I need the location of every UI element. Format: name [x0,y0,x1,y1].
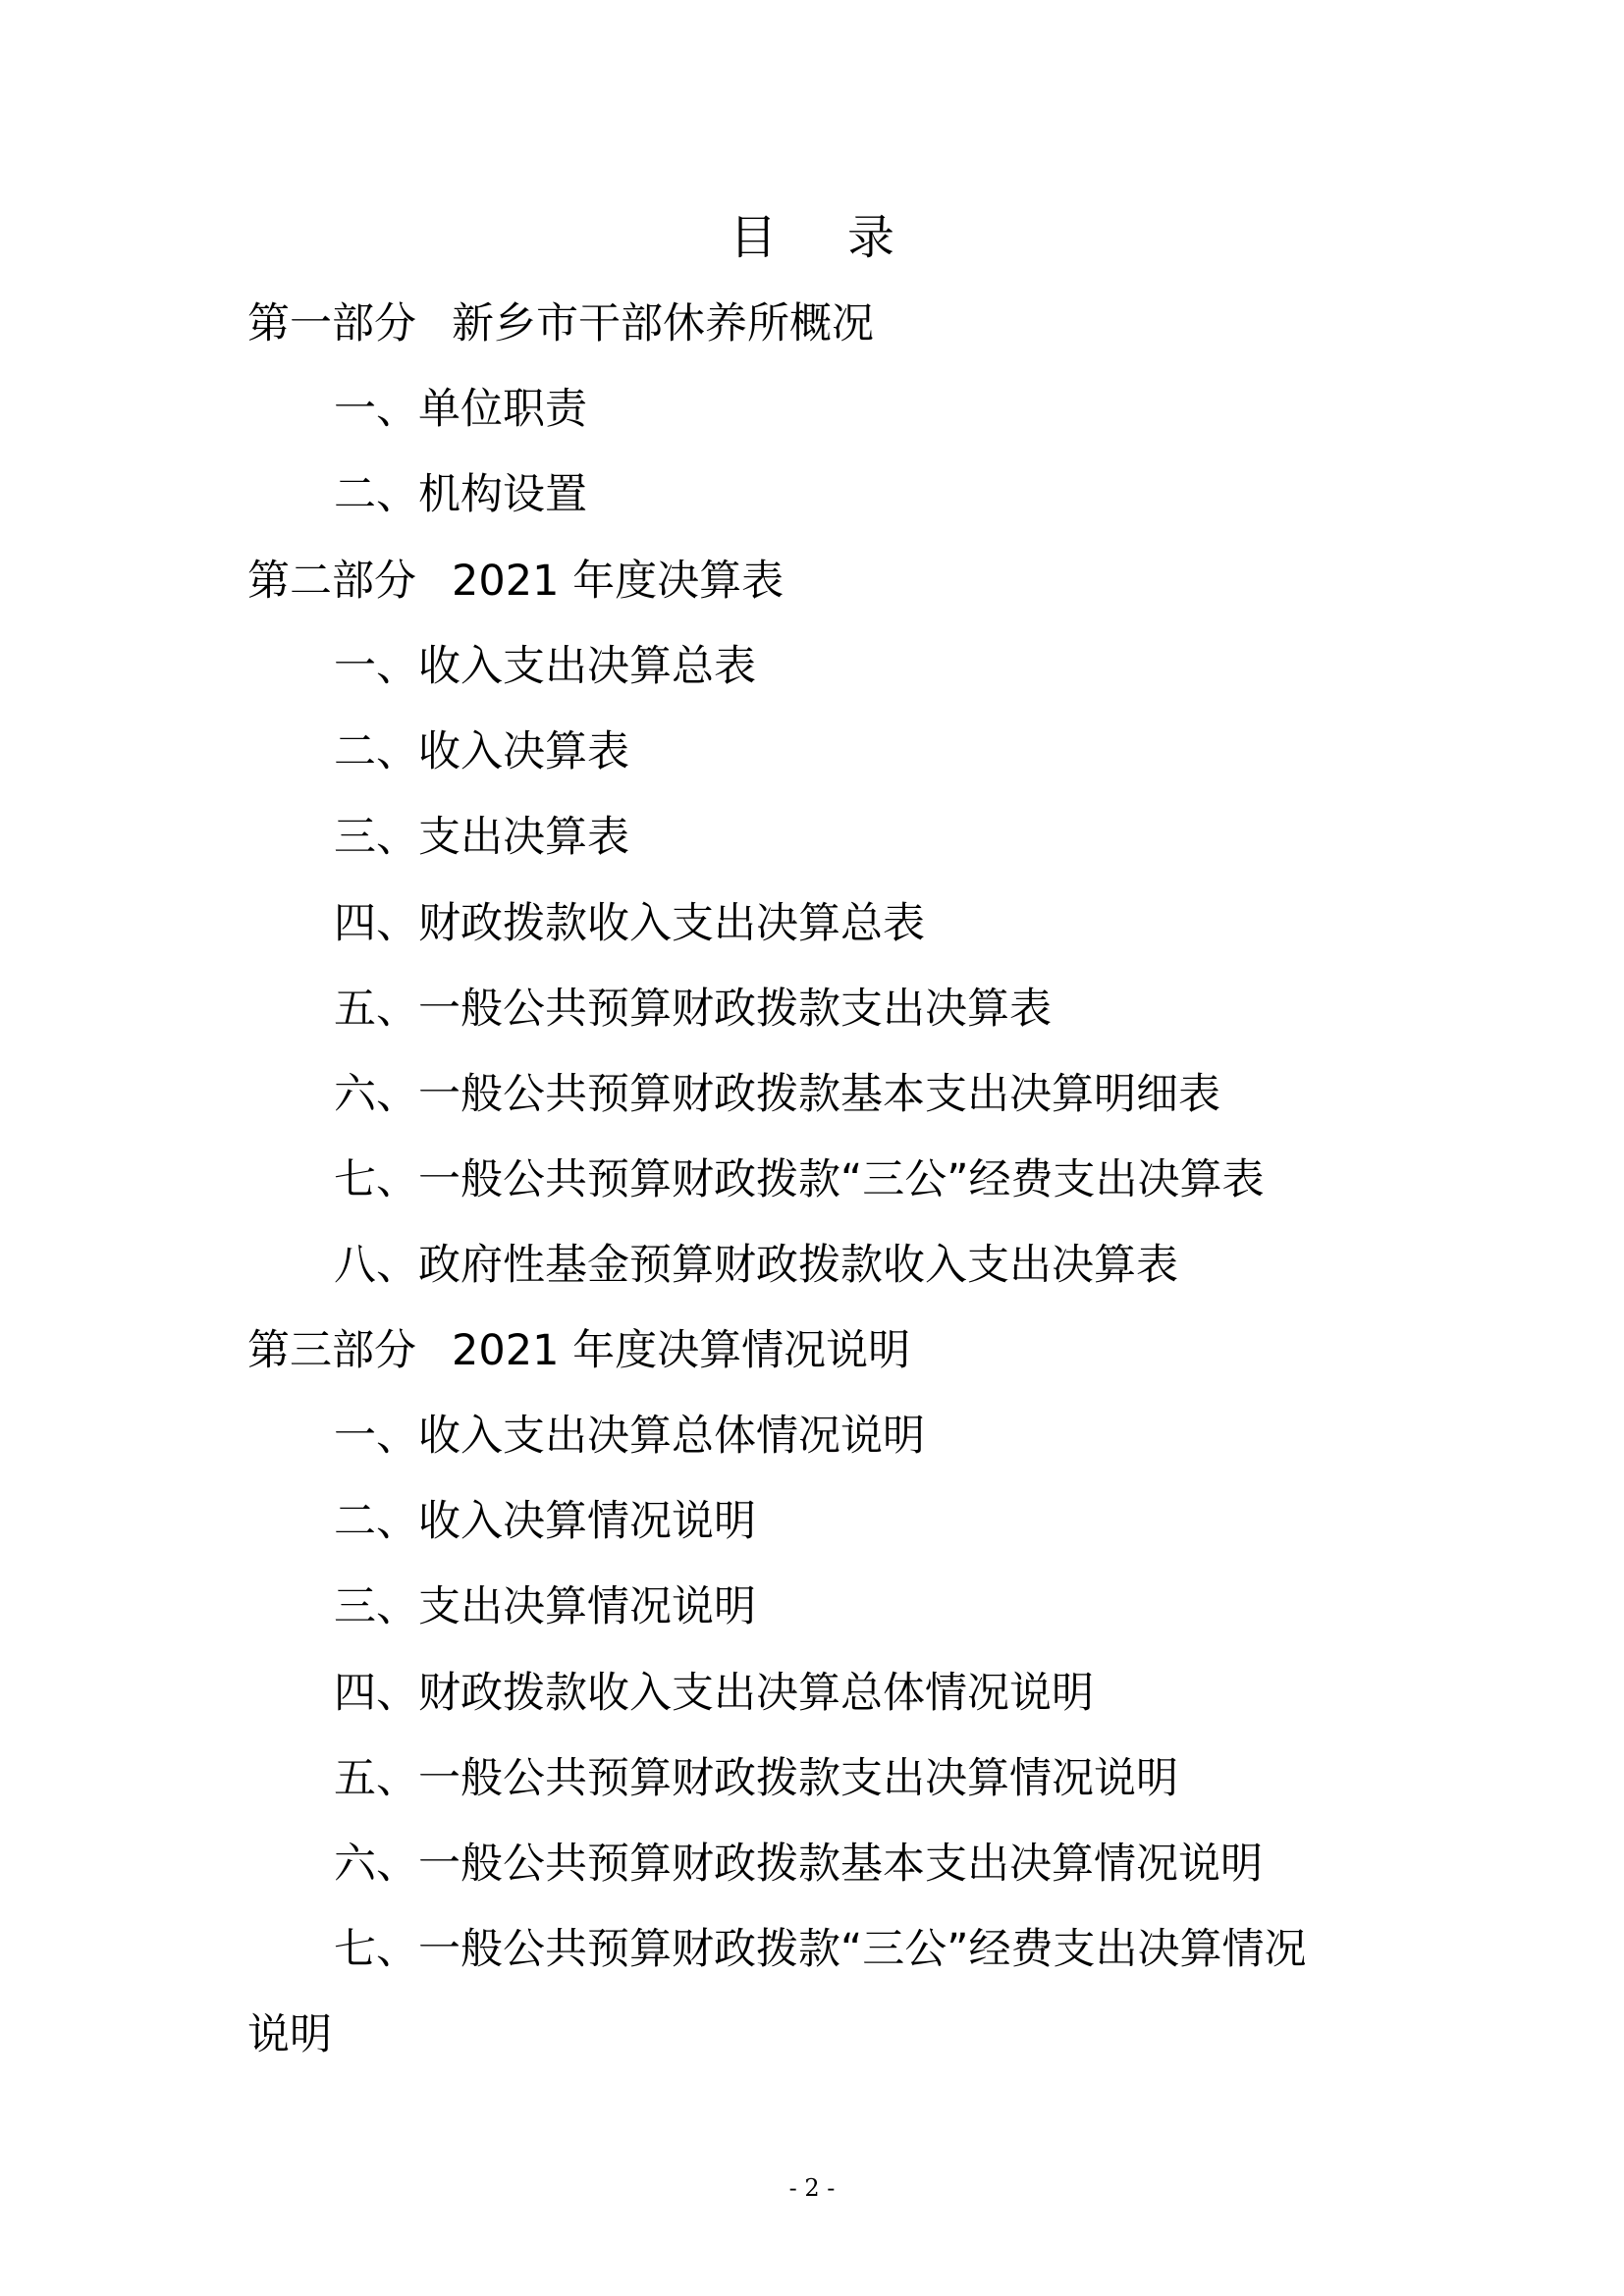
toc-item-continuation: 说明 [247,2010,332,2059]
toc-item: 八、政府性基金预算财政拨款收入支出决算表 [334,1241,1178,1290]
toc-item: 六、一般公共预算财政拨款基本支出决算明细表 [334,1070,1220,1119]
toc-part-heading [247,552,784,611]
part-title: 2021 年度决算表 [452,557,785,606]
toc-item: 五、一般公共预算财政拨款支出决算情况说明 [334,1754,1178,1803]
toc-item: 三、支出决算情况说明 [334,1582,756,1631]
toc-item: 七、一般公共预算财政拨款“三公”经费支出决算情况 [334,1925,1307,1974]
toc-item: 五、一般公共预算财政拨款支出决算表 [334,985,1052,1034]
toc-item: 一、单位职责 [334,385,587,434]
toc-item: 一、收入支出决算总表 [334,642,756,691]
toc-item: 四、财政拨款收入支出决算总表 [334,899,925,948]
toc-item: 六、一般公共预算财政拨款基本支出决算情况说明 [334,1840,1263,1889]
part-number: 第二部分 [247,557,416,606]
page-title: 目录 [729,210,965,265]
toc-item: 二、收入决算情况说明 [334,1497,756,1546]
page-number: - 2 - [788,2174,836,2202]
toc-item: 一、收入支出决算总体情况说明 [334,1412,925,1461]
toc-item: 二、机构设置 [334,470,587,519]
part-title: 2021 年度决算情况说明 [452,1326,911,1375]
part-title: 新乡市干部休养所概况 [452,299,874,348]
toc-item: 七、一般公共预算财政拨款“三公”经费支出决算表 [334,1155,1265,1204]
toc-item: 二、收入决算表 [334,727,629,776]
toc-item: 四、财政拨款收入支出决算总体情况说明 [334,1669,1094,1718]
toc-part-heading [247,1321,910,1380]
part-number: 第一部分 [247,299,416,348]
toc-part-heading [247,294,874,353]
part-number: 第三部分 [247,1326,416,1375]
toc-item: 三、支出决算表 [334,813,629,862]
